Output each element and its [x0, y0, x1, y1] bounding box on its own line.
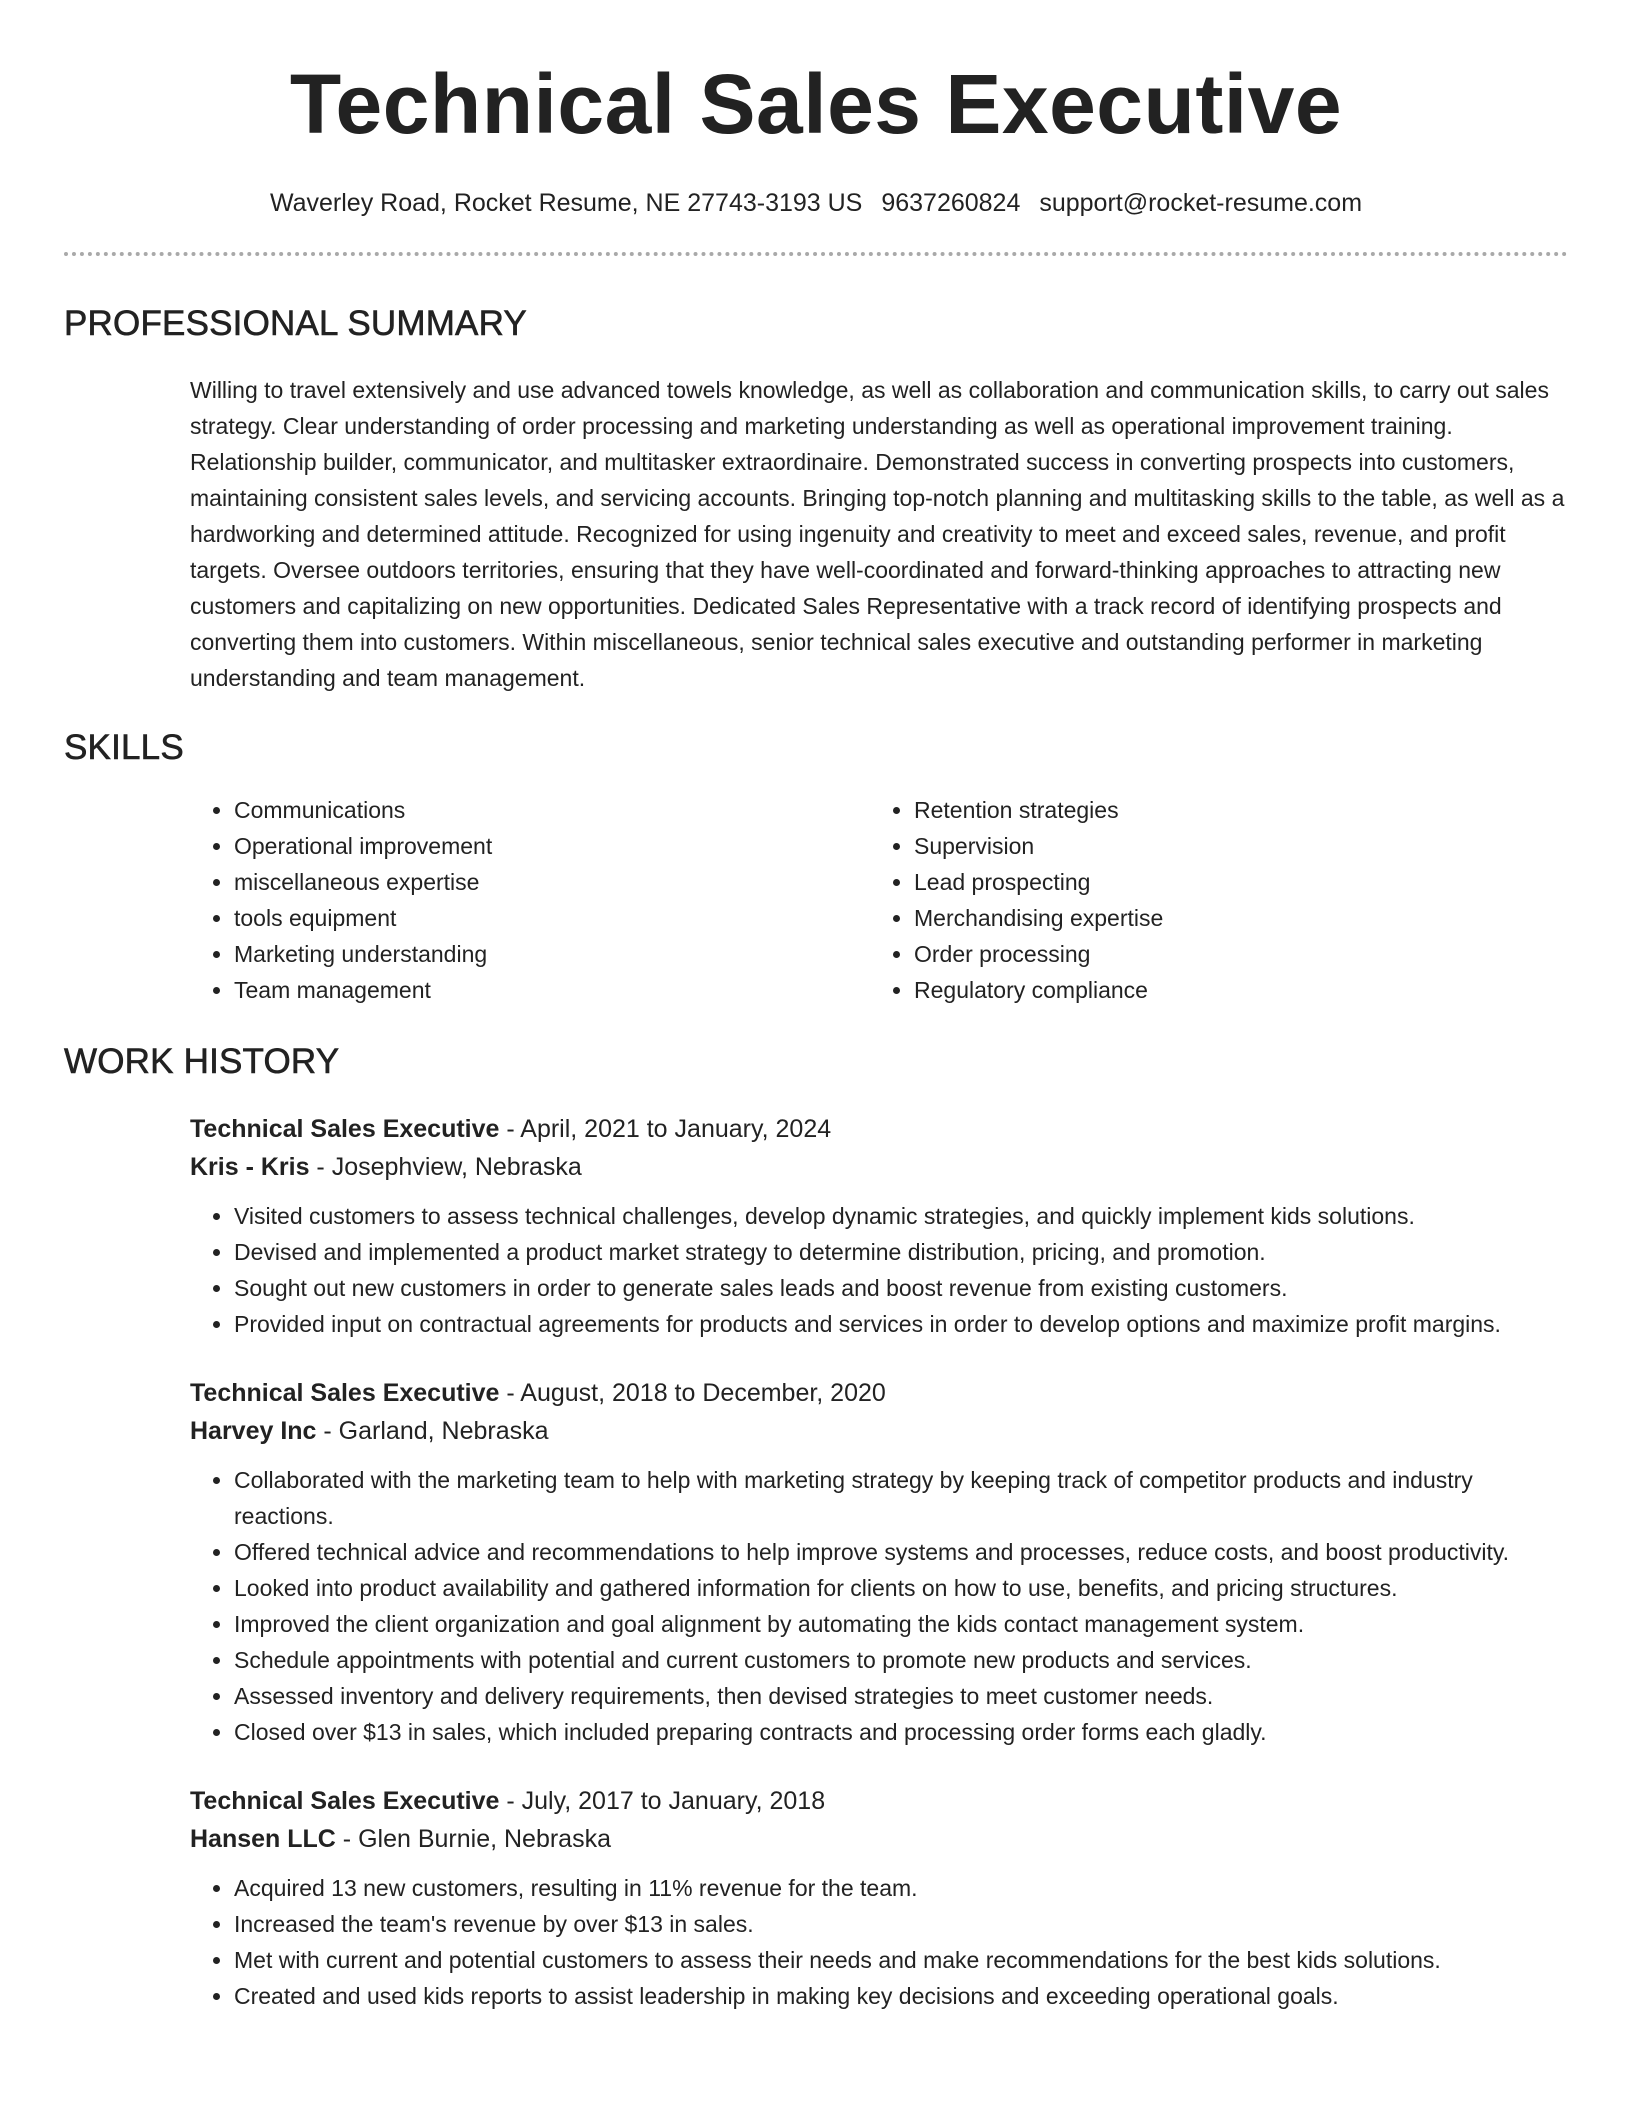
summary-text: Willing to travel extensively and use advanced towels knowledge, as well as collaboration and communication skills, to carry out sales strategy. Clear understanding of order processing and marketing understanding as well as operational improvement training. Relationship builder, communicator, and multitasker extraordinaire. Demonstrated success in converting prospects into customers, maintaining consistent sales levels, and servicing accounts. Bringing top-notch planning and multitasking skills to the table, as well as a hardworking and determined attitude. Recognized for using ingenuity and creativity to meet and exceed sales, revenue, and profit targets. Oversee outdoors territories, ensuring that they have well-coordinated and forward-thinking approaches to attracting new customers and capitalizing on new opportunities. Dedicated Sales Representative with a track record of identifying prospects and converting them into customers. Within miscellaneous, senior technical sales executive and outstanding performer in marketing understanding and team management. — [190, 377, 1565, 691]
job-title-line — [190, 1374, 1568, 1412]
job-bullet: • Visited customers to assess technical challenges, develop dynamic strategies, and quickly implement kids solutions. — [234, 1198, 1568, 1234]
contact-email: support@rocket-resume.com — [1039, 189, 1363, 217]
section-title-summary: PROFESSIONAL SUMMARY — [64, 304, 527, 343]
skill-item: • Marketing understanding — [234, 936, 870, 972]
section-title-skills: SKILLS — [64, 728, 184, 767]
job-dates: - July, 2017 to January, 2018 — [499, 1787, 826, 1815]
job-entry — [190, 1374, 1568, 1750]
work-history-section — [64, 1042, 1568, 2014]
job-bullet: • Looked into product availability and gathered information for clients on how to use, benefits, and pricing structures. — [234, 1570, 1568, 1606]
skills-grid — [190, 792, 1568, 1008]
skills-list-left — [190, 792, 870, 1008]
job-bullet: • Sought out new customers in order to generate sales leads and boost revenue from existing customers. — [234, 1270, 1568, 1306]
job-bullet: • Schedule appointments with potential and current customers to promote new products and services. — [234, 1642, 1568, 1678]
resume-name: Technical Sales Executive — [289, 57, 1343, 151]
skill-item: • Lead prospecting — [914, 864, 1568, 900]
job-bullet: • Offered technical advice and recommendations to help improve systems and processes, reduce costs, and boost productivity. — [234, 1534, 1568, 1570]
job-company-line — [190, 1820, 1568, 1858]
skill-item: • Regulatory compliance — [914, 972, 1568, 1008]
job-location: - Josephview, Nebraska — [309, 1153, 582, 1181]
skill-item: • Merchandising expertise — [914, 900, 1568, 936]
job-bullets — [190, 1198, 1568, 1342]
job-company: Harvey Inc — [190, 1417, 317, 1445]
job-bullet: • Provided input on contractual agreements for products and services in order to develop options and maximize profit margins. — [234, 1306, 1568, 1342]
job-company-line — [190, 1412, 1568, 1450]
section-title-work-history: WORK HISTORY — [64, 1042, 340, 1081]
professional-summary-section — [64, 304, 1568, 696]
job-bullet: • Assessed inventory and delivery requirements, then devised strategies to meet customer needs. — [234, 1678, 1568, 1714]
job-bullet: • Created and used kids reports to assist leadership in making key decisions and exceeding operational goals. — [234, 1978, 1568, 2014]
job-title: Technical Sales Executive — [190, 1379, 500, 1407]
job-bullets — [190, 1462, 1568, 1750]
job-location: - Garland, Nebraska — [316, 1417, 549, 1445]
job-title: Technical Sales Executive — [190, 1115, 500, 1143]
skill-item: • Order processing — [914, 936, 1568, 972]
job-bullet: • Increased the team's revenue by over $13 in sales. — [234, 1906, 1568, 1942]
skill-item: • Team management — [234, 972, 870, 1008]
job-bullet: • Met with current and potential customers to assess their needs and make recommendations for the best kids solutions. — [234, 1942, 1568, 1978]
job-company-line — [190, 1148, 1568, 1186]
job-location: - Glen Burnie, Nebraska — [335, 1825, 611, 1853]
skill-item: • Retention strategies — [914, 792, 1568, 828]
skill-item: • Communications — [234, 792, 870, 828]
skill-item: • Supervision — [914, 828, 1568, 864]
skill-item: • Operational improvement — [234, 828, 870, 864]
skill-item: • tools equipment — [234, 900, 870, 936]
job-bullet: • Improved the client organization and goal alignment by automating the kids contact management system. — [234, 1606, 1568, 1642]
skill-item: • miscellaneous expertise — [234, 864, 870, 900]
skills-section — [64, 728, 1568, 1008]
job-bullets — [190, 1870, 1568, 2014]
job-bullet: • Acquired 13 new customers, resulting in 11% revenue for the team. — [234, 1870, 1568, 1906]
contact-phone: 9637260824 — [881, 189, 1021, 217]
skills-list-right — [870, 792, 1568, 1008]
job-dates: - April, 2021 to January, 2024 — [499, 1115, 832, 1143]
job-company: Kris - Kris — [190, 1153, 310, 1181]
job-bullet: • Collaborated with the marketing team to help with marketing strategy by keeping track of competitor products and industry reactions. — [234, 1462, 1568, 1534]
job-title-line — [190, 1782, 1568, 1820]
contact-address: Waverley Road, Rocket Resume, NE 27743-3193 US — [269, 189, 863, 217]
job-bullet: • Closed over $13 in sales, which included preparing contracts and processing order forms each gladly. — [234, 1714, 1568, 1750]
contact-line — [64, 188, 1568, 218]
job-entry — [190, 1782, 1568, 2014]
job-company: Hansen LLC — [190, 1825, 336, 1853]
job-title: Technical Sales Executive — [190, 1787, 500, 1815]
job-entry — [190, 1110, 1568, 1342]
job-bullet: • Devised and implemented a product market strategy to determine distribution, pricing, and promotion. — [234, 1234, 1568, 1270]
header-divider — [64, 252, 1568, 256]
job-title-line — [190, 1110, 1568, 1148]
job-dates: - August, 2018 to December, 2020 — [499, 1379, 886, 1407]
